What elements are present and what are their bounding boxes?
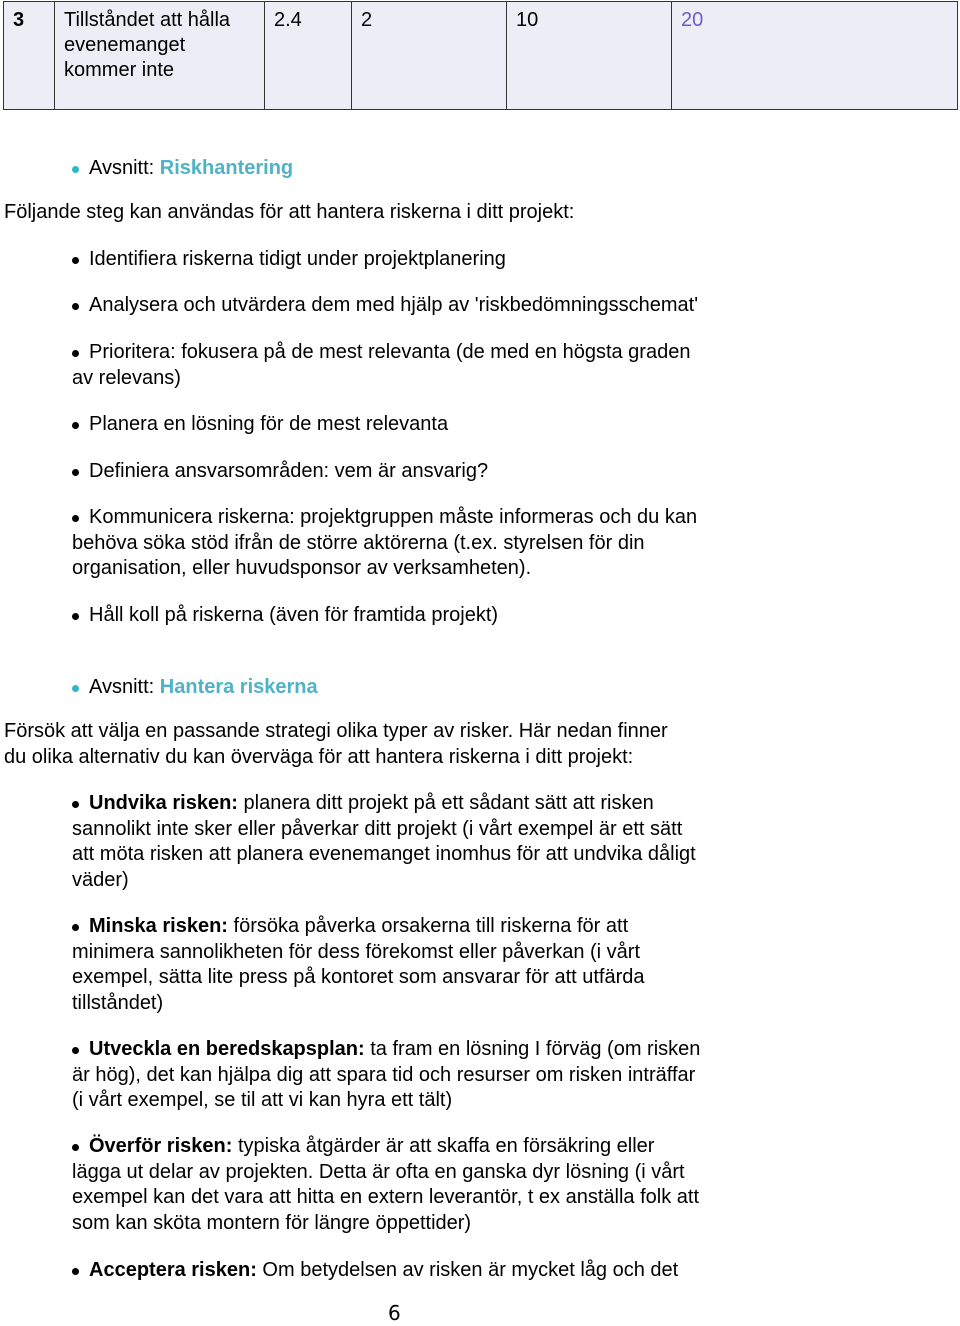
strategy-term: Acceptera risken: [89,1259,257,1281]
strategy-text: ta fram en lösning I förväg (om risken [364,1038,701,1060]
strategy-text-line: tillståndet) [72,992,164,1014]
table-row [4,2,958,110]
risk-description: Tillståndet att hålla evenemanget kommer inte [55,2,265,110]
list-item: Prioritera: fokusera på de mest relevanta (de med en högsta graden [89,340,690,366]
strategy-term: Minska risken: [89,915,228,937]
list-item: Planera en lösning för de mest relevanta [89,412,448,438]
strategy-undvika [89,791,654,817]
hantera-intro-line-2: du olika alternativ du kan överväga för att hantera riskerna i ditt projekt: [4,746,634,768]
strategy-overfor [89,1134,654,1160]
strategy-term: Överför risken: [89,1135,233,1157]
strategy-text-line: som kan sköta montern för längre öppettider) [72,1212,472,1234]
strategy-term: Utveckla en beredskapsplan: [89,1038,365,1060]
strategy-text-line: väder) [72,869,129,891]
strategy-text-line: exempel kan det vara att hitta en extern leverantör, t ex anställa folk att [72,1186,700,1208]
strategy-text: Om betydelsen av risken är mycket låg och det [256,1259,679,1281]
impact-value: 10 [507,2,672,110]
section-title: Riskhantering [159,157,294,179]
row-number: 3 [4,2,55,110]
strategy-text-line: lägga ut delar av projekten. Detta är ofta en ganska dyr lösning (i vårt [72,1161,685,1183]
strategy-text-line: (i vårt exempel, se til att vi kan hyra ett tält) [72,1089,453,1111]
list-item-continuation: organisation, eller huvudsponsor av verksamheten). [72,557,532,579]
page-number: 6 [388,1301,401,1325]
section-prefix: Avsnitt: [89,157,160,179]
probability-value: 2 [352,2,507,110]
section-title: Hantera riskerna [159,676,318,698]
strategy-text-line: exempel, sätta lite press på kontoret som ansvarar för att utfärda [72,966,645,988]
list-item: Analysera och utvärdera dem med hjälp av 'riskbedömningsschemat' [89,293,698,319]
risk-table [3,1,958,110]
list-item: Identifiera riskerna tidigt under projektplanering [89,247,506,273]
strategy-beredskapsplan [89,1037,700,1063]
strategy-text-line: att möta risken att planera evenemanget inomhus för att undvika dåligt [72,843,696,865]
section-heading-hantera [89,675,318,701]
hantera-intro-line-1: Försök att välja en passande strategi olika typer av risker. Här nedan finner [4,720,668,742]
list-item: Kommunicera riskerna: projektgruppen måste informeras och du kan [89,505,697,531]
section-prefix: Avsnitt: [89,676,160,698]
list-item: Definiera ansvarsområden: vem är ansvarig? [89,459,488,485]
strategy-text: planera ditt projekt på ett sådant sätt att risken [237,792,654,814]
list-item-continuation: av relevans) [72,367,181,389]
list-item-continuation: behöva söka stöd ifrån de större aktörerna (t.ex. styrelsen för din [72,532,645,554]
strategy-text: typiska åtgärder är att skaffa en försäkring eller [232,1135,655,1157]
strategy-text: försöka påverka orsakerna till riskerna för att [227,915,629,937]
risk-id: 2.4 [265,2,352,110]
strategy-minska [89,914,628,940]
strategy-text-line: är hög), det kan hjälpa dig att spara tid och resurser om risken inträffar [72,1064,696,1086]
strategy-term: Undvika risken: [89,792,238,814]
risk-score: 20 [672,2,958,110]
strategy-acceptera [89,1258,678,1284]
strategy-text-line: sannolikt inte sker eller påverkar ditt projekt (i vårt exempel är ett sätt [72,818,683,840]
section-heading-riskhantering [89,156,293,182]
list-item: Håll koll på riskerna (även för framtida projekt) [89,603,498,629]
strategy-text-line: minimera sannolikheten för dess förekomst eller påverkan (i vårt [72,941,641,963]
riskhantering-intro: Följande steg kan användas för att hantera riskerna i ditt projekt: [4,201,575,223]
